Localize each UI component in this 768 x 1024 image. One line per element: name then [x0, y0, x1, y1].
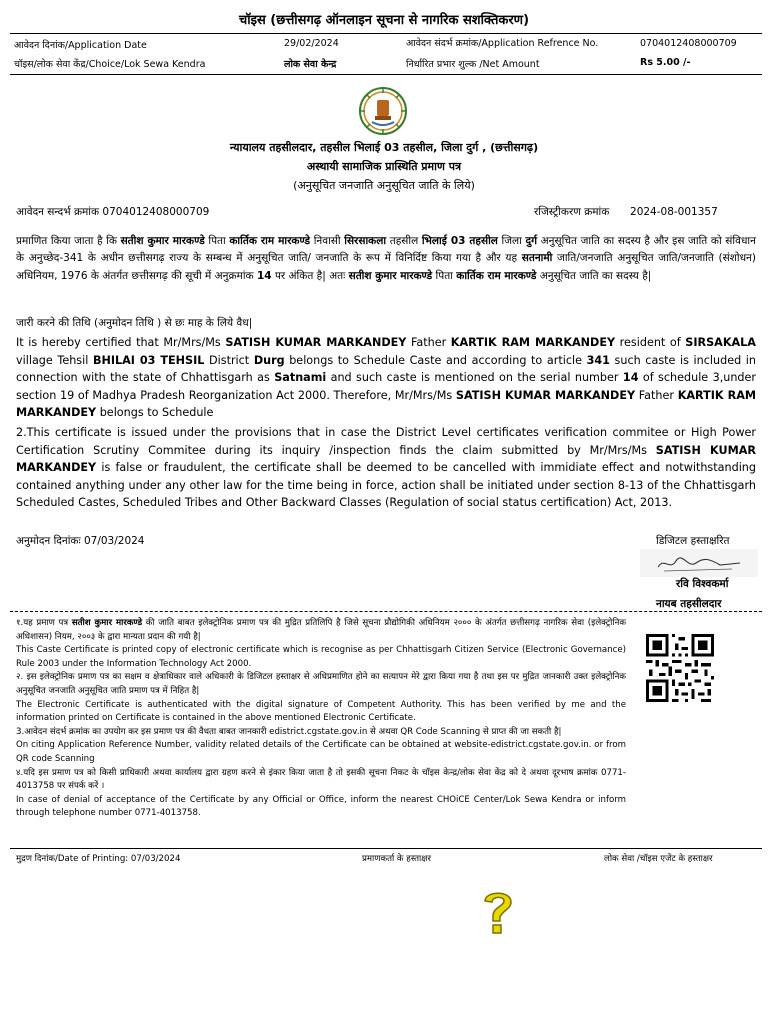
- app-ref-label: आवेदन सन्दर्भ क्रमांक: [16, 206, 100, 218]
- note-3-hi: 3.आवेदन संदर्भ क्रमांक का उपयोग कर इस प्रमाण पत्र की वैधता बाबत जानकारी edistrict.cgstate.gov.in से अथवा QR Code Scanning से प्राप्त की जा सकती है|: [16, 726, 562, 737]
- reg-line: [534, 205, 718, 219]
- signature-image: [640, 549, 758, 577]
- father-name-en-2: KARTIK RAM MARKANDEY: [16, 388, 757, 420]
- app-ref-value: 0704012408000709: [102, 206, 210, 218]
- court-line-2: अस्थायी सामाजिक प्रास्थिति प्रमाण पत्र: [306, 160, 462, 173]
- meta-rule: [10, 74, 762, 75]
- application-date-value: 29/02/2024: [284, 38, 339, 49]
- application-date-label: आवेदन दिनांक/Application Date: [14, 40, 147, 51]
- note-1-en: This Caste Certificate is printed copy of electronic certificate which is recognise as per Chhattisgarh Citizen Service (Electronic Governance) Rule 2003 under the Information Technology Act 2000.: [16, 645, 626, 669]
- approval-date: [16, 534, 145, 548]
- lok-seva-sign-label: लोक सेवा /चॉइस एजेंट के हस्ताक्षर: [604, 854, 713, 864]
- application-ref-value: 070401240800070​9: [640, 38, 737, 49]
- article-en: 341: [586, 353, 610, 367]
- tehsil-en: BHILAI 03 TEHSIL: [92, 353, 205, 367]
- net-amount-value: Rs 5.00 /-: [640, 57, 691, 68]
- reg-value: 2024-08-001357: [630, 206, 718, 218]
- net-amount-label: निर्धारित प्रभार शुल्क /Net Amount: [406, 59, 540, 70]
- caste-en: Satnami: [274, 371, 327, 385]
- court-line-3: (अनुसूचित जनजाति अनुसूचित जाति के लिये): [293, 179, 475, 192]
- village-en: SIRSAKALA: [685, 336, 756, 349]
- serial-en: 14: [622, 371, 639, 385]
- applicant-name-en-2: SATISH KUMAR MARKANDEY: [455, 388, 636, 402]
- digital-sign-label: डिजिटल हस्ताक्षरित: [656, 535, 730, 547]
- application-ref-label: आवेदन संदर्भ क्रमांक/Application Refrence No.: [406, 38, 599, 49]
- signatory-label: प्रमाणकर्ता के हस्ताक्षर: [362, 854, 431, 864]
- header-rule: [10, 33, 762, 34]
- notes-block: [16, 617, 626, 821]
- court-line-1: न्यायालय तहसीलदार, तहसील भिलाई 03 तहसील, जिला दुर्ग , (छत्तीसगढ़): [229, 141, 539, 154]
- footer-rule: [10, 848, 762, 849]
- hindi-certificate-paragraph: प्रमाणित किया जाता है कि सतीश कुमार मारकण्डे पिता कार्तिक राम मारकण्डे निवासी सिरसाकला तहसील भिलाई 03 तहसील जिला दुर्ग अनुसूचित जाति का सदस्य है और इस जाति को संविधान के अनुच्छेद-341 के अधीन छत्तीसगढ़ राज्य के सम्बन्ध में अनुसूचित जाति/ जनजाति के रूप में विनिर्दिष्ट किया गया है और यह सतनामी जाति/जनजाति अनुसूचित जाति/जनजाति (संशोधन) अधिनियम, 1976 के अंतर्गत छत्तीसगढ़ की सूची में अनुक्रमांक 14 पर अंकित है| अतः सतीश कुमार मारकण्डे पिता कार्तिक राम मारकण्डे अनुसूचित जाति का सदस्य है|: [16, 235, 756, 282]
- father-name-en: KARTIK RAM MARKANDEY: [450, 336, 616, 349]
- english-certificate-paragraph: It is hereby certified that Mr/Mrs/Ms SATISH KUMAR MARKANDEY Father KARTIK RAM MARKANDEY resident of SIRSAKALA village Tehsil BHILAI 03 TEHSIL District Durg belongs to Schedule Caste and according to article 341 such caste is included in connection with the state of Chhattisgarh as Satnami and such caste is mentioned on the serial number 14 of schedule 3,under section 19 of Madhya Pradesh Reorganization Act 2000. Therefore, Mr/Mrs/Ms SATISH KUMAR MARKANDEY Father KARTIK RAM MARKANDEY belongs to Schedule: [16, 336, 757, 420]
- note-2-en: The Electronic Certificate is authenticated with the digital signature of Competent Authority. This has been verified by me and the information printed on Certificate is contained in the above mentioned Electronic Certificate.: [16, 699, 626, 724]
- note-4-en: In case of denial of acceptance of the Certificate by any Official or Office, inform the nearest CHOiCE Center/Lok Sewa Kendra or inform through telephone number 0771-4013758.: [16, 794, 626, 819]
- choice-center-label: चॉइस/लोक सेवा केंद्र/Choice/Lok Sewa Kendra: [14, 59, 206, 70]
- app-ref-line: [16, 205, 209, 219]
- note-2-hi: २. इस इलेक्ट्रोनिक प्रमाण पत्र का सक्षम व क्षेत्राधिकार वाले अधिकारी के डिजिटल हस्ताक्षर से अधिप्रमाणित होने का सत्यापन मेरे द्वारा किया गया है तथा इस पर मुद्रित जानकारी उक्त इलेक्ट्रोनिक अनुसूचित जनजाति अनुसूचित जाति प्रमाण पत्र में निहित है|: [16, 672, 626, 696]
- note-3-en: On citing Application Reference Number, validity related details of the Certificate can be obtained at website-edistrict.cgstate.gov.in. or from QR code Scanning: [16, 740, 626, 764]
- note-4-hi: ४.यदि इस प्रमाण पत्र को किसी प्राधिकारी अथवा कार्यालय द्वारा ग्रहण करने से इंकार किया जाता है तो इसकी सूचना निकट के चॉइस केन्द्र/लोक सेवा केंद्र को दे अथवा दूरभाष क्रमांक 0771-4013758 पर संपर्क करें ।: [16, 767, 626, 792]
- qr-code-icon[interactable]: [646, 634, 714, 702]
- question-mark-icon: [478, 887, 518, 937]
- applicant-name-en: SATISH KUMAR MARKANDEY: [225, 336, 407, 349]
- officer-title: नायब तहसीलदार: [656, 598, 722, 610]
- father-name-hi: कार्तिक राम मारकण्डे: [229, 235, 311, 247]
- applicant-name-hi-2: सतीश कुमार मारकण्डे: [348, 269, 433, 282]
- approval-date-value: 07/03/2024: [83, 535, 145, 547]
- applicant-name-hi: सतीश कुमार मारकण्डे: [120, 235, 205, 247]
- note-1-hi: १.यह प्रमाण पत्र सतीश कुमार मारकण्डे की जाति बाबत इलेक्ट्रोनिक प्रमाण पत्र की मुद्रित प्रतिलिपि है जिसे सूचना प्रौद्योगिकी अधिनियम २००० के अंतर्गत छत्तीसगढ़ नागरिक सेवा (इलेक्ट्रोनिक अधिशासन) नियम, २००३ के द्वारा मान्यता प्रदान की गयी है|: [16, 618, 626, 642]
- village-hi: सिरसाकला: [344, 235, 387, 247]
- notes-rule: [10, 611, 762, 612]
- caste-hi: सतनामी: [521, 252, 553, 265]
- approval-date-label: अनुमोदन दिनांकः: [16, 535, 81, 547]
- choice-center-value: लोक सेवा केन्द्र: [284, 59, 337, 70]
- print-date: मुद्रण दिनांक/Date of Printing: 07/03/2024: [16, 854, 181, 864]
- district-hi: दुर्ग: [525, 235, 538, 247]
- tehsil-hi: भिलाई 03 तहसील: [421, 235, 498, 247]
- validity-line: जारी करने की तिथि (अनुमोदन तिथि ) से छः माह के लिये वैध|: [16, 317, 253, 329]
- serial-hi: 14: [256, 269, 272, 282]
- reg-label: रजिस्ट्रीकरण क्रमांक: [534, 206, 610, 218]
- applicant-name-provision: SATISH KUMAR MARKANDEY: [16, 443, 756, 475]
- father-name-hi-2: कार्तिक राम मारकण्डे: [456, 269, 537, 282]
- provision-paragraph: 2.This certificate is issued under the provisions that in case the District Level certificates verification commitee or High Power Certification Scrutiny Commitee during its inquiry /inspection finds the claim submitted by Mr/Mrs/Ms SATISH KUMAR MARKANDEY is false or fraudulent, the certificate shall be deemed to be cancelled with immidiate effect and notwithstanding contained anything under any other law for the time being in force, action shall be initiated under section 8-13 of the Chhattisgarh Scheduled Castes, Scheduled Tribes and Other Backward Classes (Regulation of social status certification) Act, 2013.: [16, 426, 756, 510]
- header-title: चॉइस (छत्तीसगढ़ ऑनलाइन सूचना से नागरिक सशक्तिकरण): [238, 13, 530, 28]
- chhattisgarh-emblem-icon: [358, 86, 408, 138]
- officer-name: रवि विश्वकर्मा: [676, 578, 729, 590]
- district-en: Durg: [253, 353, 285, 367]
